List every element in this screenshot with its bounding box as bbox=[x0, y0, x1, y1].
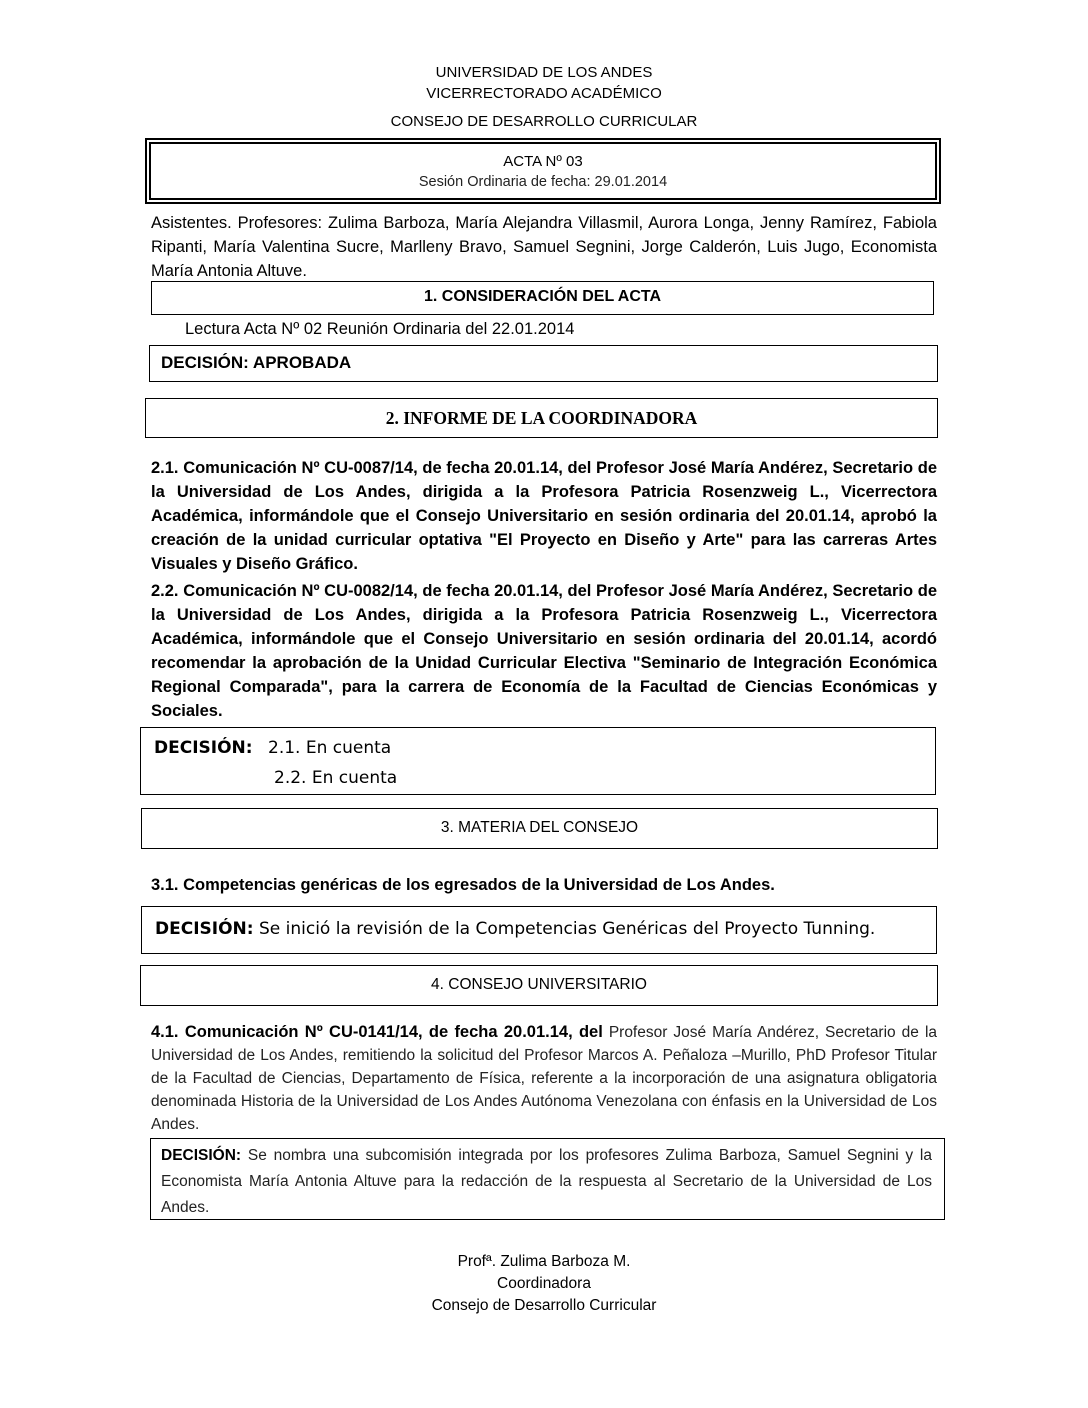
section4-item1 bbox=[151, 1021, 937, 1136]
council-name: CONSEJO DE DESARROLLO CURRICULAR bbox=[390, 113, 698, 130]
session-date: Sesión Ordinaria de fecha: 29.01.2014 bbox=[418, 174, 668, 190]
section4-decision bbox=[151, 1139, 944, 1220]
section2-decision-label: DECISIÓN: bbox=[154, 738, 253, 758]
section2-item1: 2.1. Comunicación Nº CU-0087/14, de fecha 20.01.14, del Profesor José María Andérez, Secretario de la Universidad de Los Andes, dirigida a la Profesora Patricia Rosenzweig L., Vicerrectora Académica, informándole que el Consejo Universitario en sesión ordinaria del 20.01.14, aprobó la creación de la unidad curricular optativa "El Proyecto en Diseño y Arte" para las carreras Artes Visuales y Diseño Gráfico. bbox=[151, 459, 937, 573]
section4-decision-box bbox=[150, 1138, 945, 1220]
section1-title-box bbox=[151, 281, 934, 315]
section2-title-box bbox=[145, 398, 938, 438]
university-name: UNIVERSIDAD DE LOS ANDES bbox=[435, 64, 653, 81]
attendees-paragraph: Asistentes. Profesores: Zulima Barboza, María Alejandra Villasmil, Aurora Longa, Jenny Ramírez, Fabiola Ripanti, María Valentina Sucre, Marlleny Bravo, Samuel Segnini, Jorge Calderón, Luis Jugo, Economista María Antonia Altuve. bbox=[151, 214, 937, 280]
section4-decision-label: DECISIÓN: bbox=[161, 1147, 242, 1164]
section1-title: 1. CONSIDERACIÓN DEL ACTA bbox=[423, 288, 662, 305]
signature-name: Profª. Zulima Barboza M. bbox=[457, 1253, 631, 1270]
section1-reading: Lectura Acta Nº 02 Reunión Ordinaria del 22.01.2014 bbox=[185, 320, 575, 338]
section2-decision-2: 2.2. En cuenta bbox=[274, 768, 398, 788]
section4-title: 4. CONSEJO UNIVERSITARIO bbox=[431, 976, 647, 993]
section4-title-box bbox=[140, 965, 938, 1006]
section3-decision-label: DECISIÓN: bbox=[155, 919, 254, 939]
section2-decision-box bbox=[140, 727, 936, 795]
acta-box bbox=[145, 138, 941, 204]
section3-decision-text: Se inició la revisión de la Competencias Genéricas del Proyecto Tunning. bbox=[253, 919, 876, 939]
section2-title: 2. INFORME DE LA COORDINADORA bbox=[385, 408, 698, 428]
section3-title-box bbox=[141, 808, 938, 849]
acta-title: ACTA Nº 03 bbox=[503, 153, 583, 170]
section2-item2: 2.2. Comunicación Nº CU-0082/14, de fecha 20.01.14, del Profesor José María Andérez, Secretario de la Universidad de Los Andes, dirigida a la Profesora Patricia Rosenzweig L., Vicerrectora Académica, informándole que el Consejo Universitario en sesión ordinaria del 20.01.14, acordó recomendar la aprobación de la Unidad Curricular Electiva "Seminario de Integración Económica Regional Comparada", para la carrera de Economía de la Facultad de Ciencias Económicas y Sociales. bbox=[151, 582, 937, 720]
vicerectorate-name: VICERRECTORADO ACADÉMICO bbox=[426, 85, 662, 102]
signature-block bbox=[344, 1251, 744, 1317]
section4-decision-text: Se nombra una subcomisión integrada por los profesores Zulima Barboza, Samuel Segnini y la Economista María Antonia Altuve para la redacción de la respuesta al Secretario de la Universidad de Los Andes. bbox=[161, 1147, 932, 1216]
section3-decision bbox=[142, 907, 936, 951]
section1-decision: DECISIÓN: APROBADA bbox=[161, 353, 352, 372]
section4-item1-text: Profesor José María Andérez, Secretario de la Universidad de Los Andes, remitiendo la solicitud del Profesor Marcos A. Peñaloza –Murillo, PhD Profesor Titular de la Facultad de Ciencias, Departamento de Física, referente a la incorporación de una asignatura obligatoria denominada Historia de la Universidad de Los Andes Autónoma Venezolana con énfasis en la Universidad de Los Andes. bbox=[151, 1024, 938, 1133]
section3-decision-box bbox=[141, 906, 937, 954]
header bbox=[0, 62, 1088, 104]
section1-decision-box bbox=[149, 345, 938, 382]
section2-decision-1: 2.1. En cuenta bbox=[268, 738, 392, 758]
signature-role: Coordinadora bbox=[497, 1275, 591, 1292]
signature-org: Consejo de Desarrollo Curricular bbox=[431, 1297, 657, 1314]
section3-item1: 3.1. Competencias genéricas de los egresados de la Universidad de Los Andes. bbox=[151, 876, 775, 894]
section4-item1-bold: 4.1. Comunicación Nº CU-0141/14, de fecha 20.01.14, del bbox=[151, 1023, 603, 1041]
section3-title: 3. MATERIA DEL CONSEJO bbox=[440, 819, 639, 836]
